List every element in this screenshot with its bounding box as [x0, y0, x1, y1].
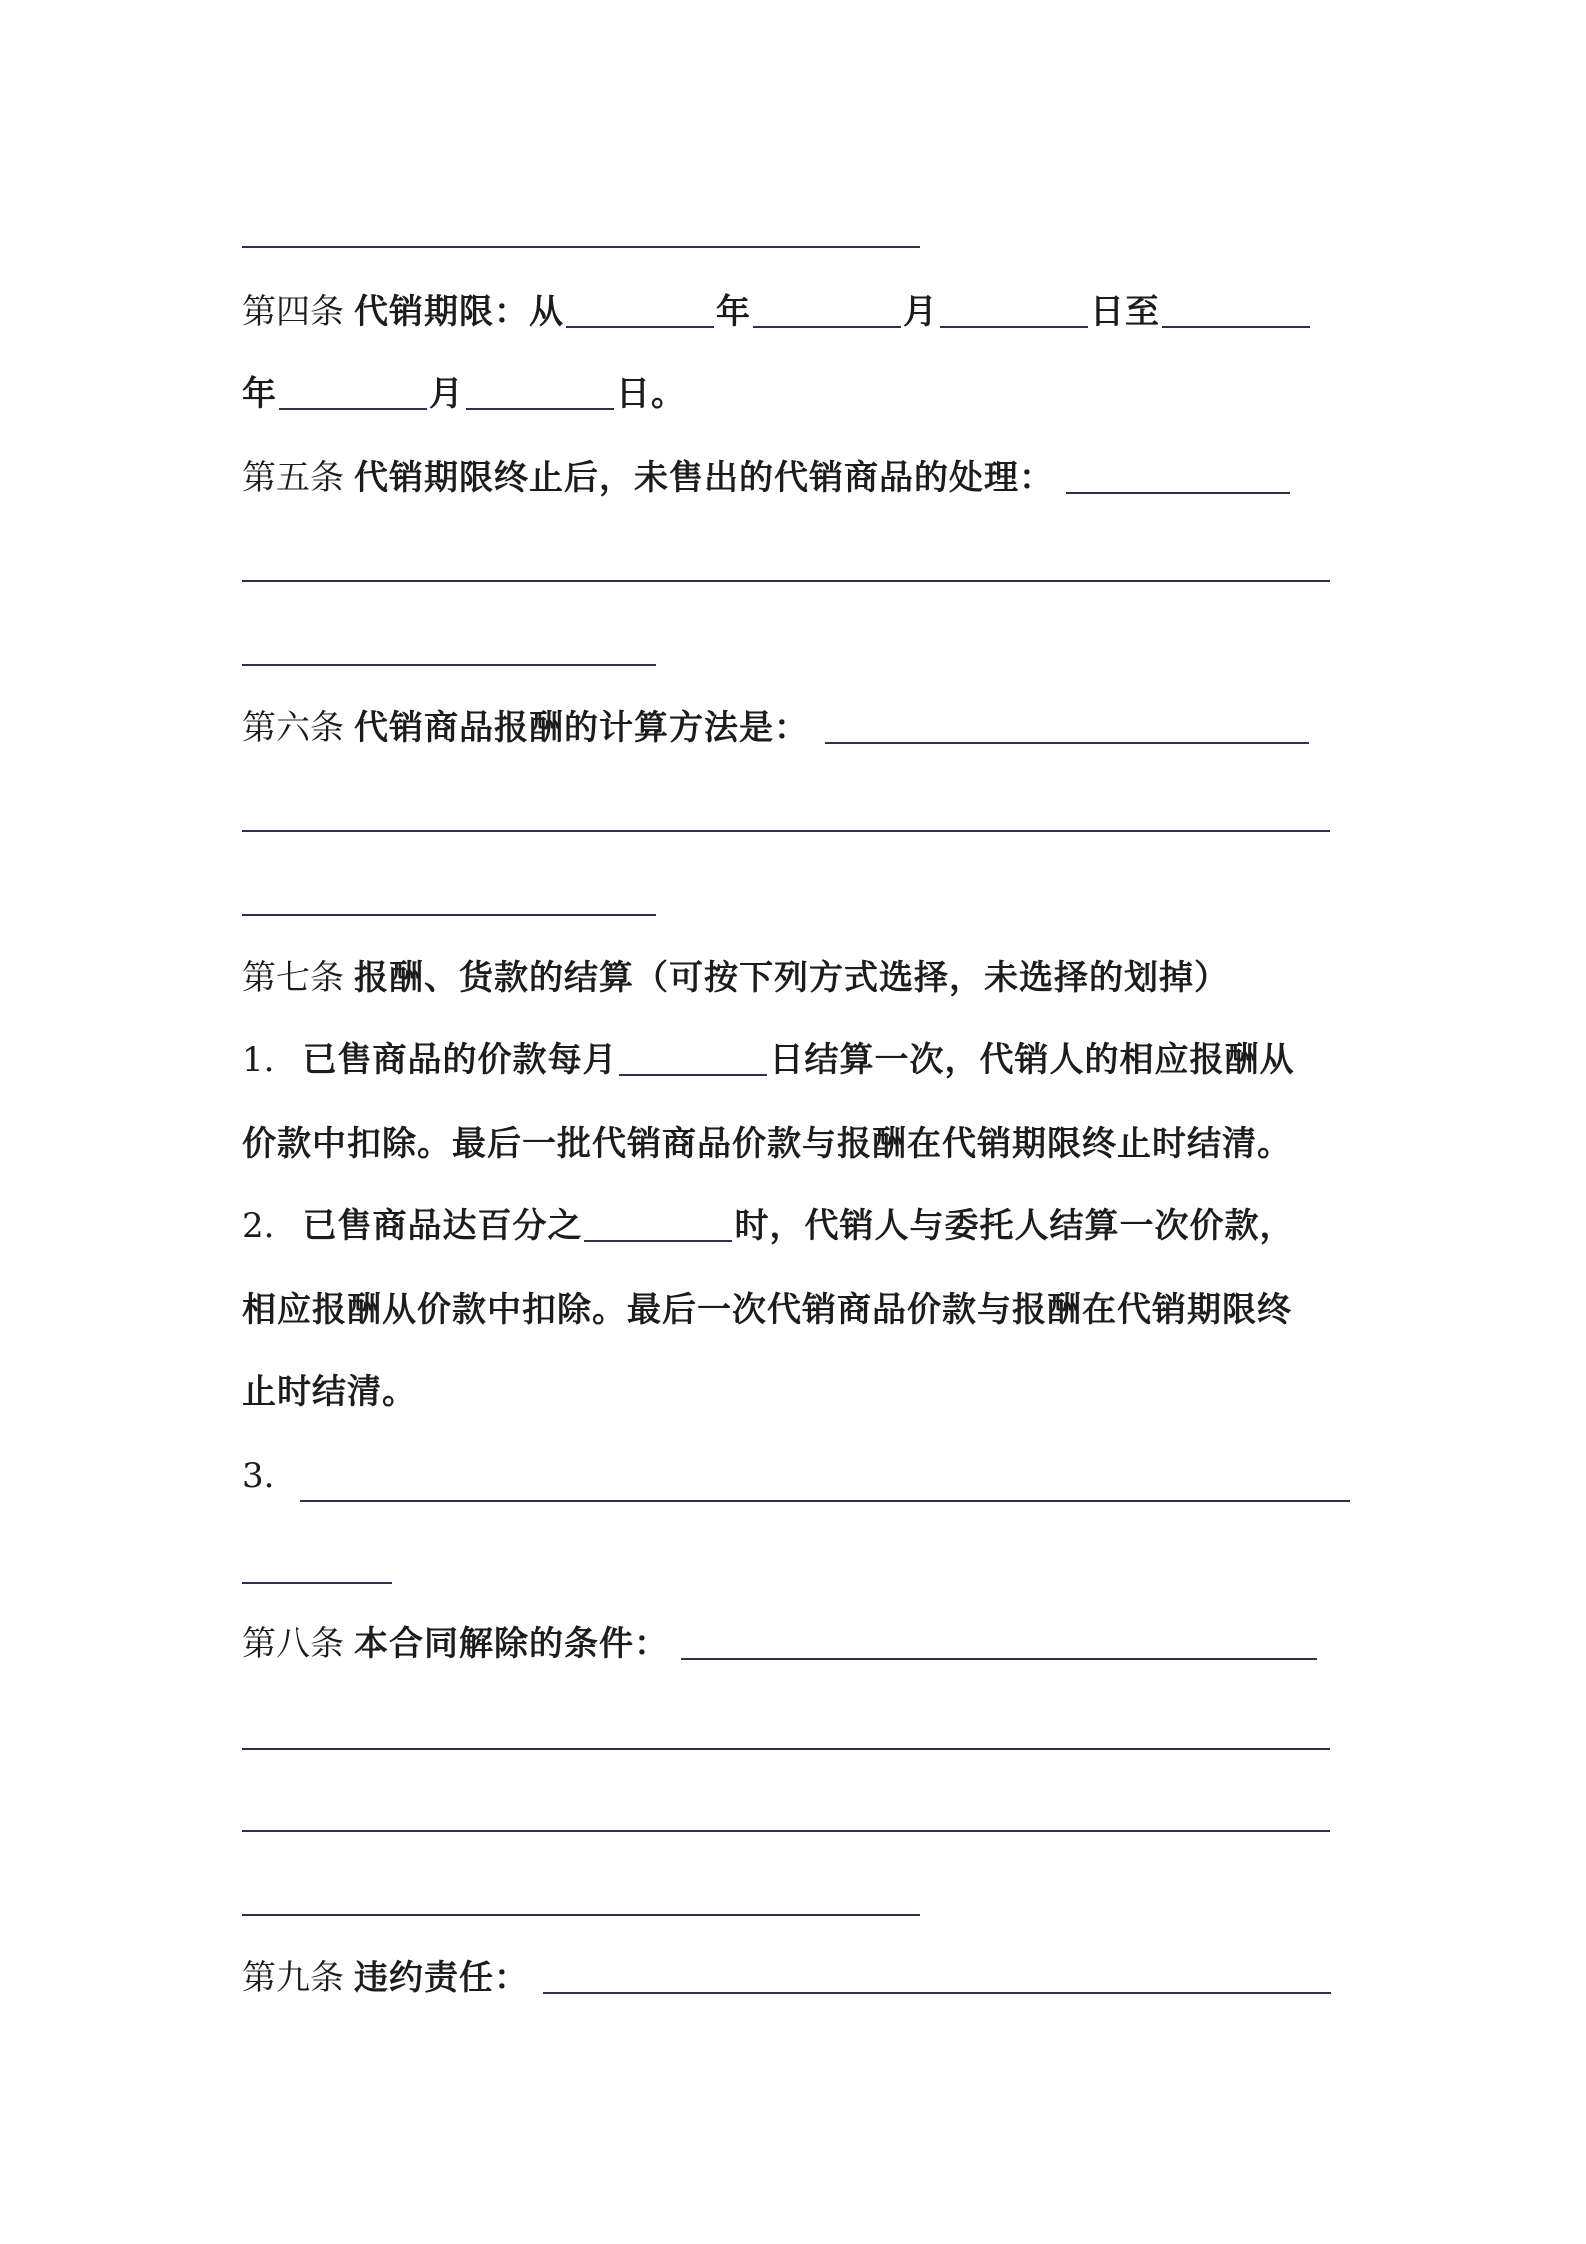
article4-end-month-blank[interactable] — [279, 408, 427, 410]
article8-label: 第八条 — [242, 1624, 344, 1664]
article7-item2-line1 — [242, 1206, 1294, 1246]
continuation-blank-line — [242, 246, 920, 248]
article6-text: 代销商品报酬的计算方法是： — [354, 708, 809, 748]
article4-day-to: 日至 — [1090, 292, 1160, 332]
article4-line2 — [242, 374, 686, 414]
article7-item2-text-c: 相应报酬从价款中扣除。最后一次代销商品价款与报酬在代销期限终 — [242, 1290, 1292, 1330]
article5-line1 — [242, 458, 1292, 498]
article4-label: 第四条 — [242, 292, 344, 332]
article7-item2-text-d: 止时结清。 — [242, 1372, 417, 1412]
article7-item1-line2 — [242, 1124, 1292, 1164]
article5-blank-1[interactable] — [1066, 492, 1290, 494]
article7-item1-line1 — [242, 1040, 1294, 1080]
article7-item3-blank-1[interactable] — [300, 1500, 1350, 1502]
article9-blank-1[interactable] — [543, 1992, 1331, 1994]
article5-label: 第五条 — [242, 458, 344, 498]
article4-end-day-blank[interactable] — [466, 408, 614, 410]
article7-item3-line1 — [242, 1456, 302, 1496]
article4-end-year-blank[interactable] — [1162, 326, 1310, 328]
article4-year1: 年 — [716, 292, 751, 332]
article7-item2-number: 2. — [242, 1206, 275, 1246]
article6-blank-1[interactable] — [825, 742, 1309, 744]
article7-item1-number: 1. — [242, 1040, 275, 1080]
article7-item1-day-blank[interactable] — [619, 1074, 767, 1076]
article4-day-end: 日。 — [616, 374, 686, 414]
article7-item2-text-b: 时，代销人与委托人结算一次价款， — [734, 1206, 1295, 1246]
article6-line1 — [242, 708, 1311, 748]
article6-blank-3[interactable] — [242, 914, 656, 916]
article4-start-year-blank[interactable] — [566, 326, 714, 328]
article6-blank-2[interactable] — [242, 830, 1330, 832]
article8-line1 — [242, 1624, 1319, 1664]
article7-item3-number: 3. — [242, 1456, 275, 1496]
article7-item2-line2 — [242, 1290, 1292, 1330]
article8-blank-3[interactable] — [242, 1830, 1330, 1832]
article9-label: 第九条 — [242, 1958, 344, 1998]
article4-start-day-blank[interactable] — [940, 326, 1088, 328]
article4-month2: 月 — [429, 374, 464, 414]
article4-text: 代销期限：从 — [354, 292, 564, 332]
article7-item1-text-a: 已售商品的价款每月 — [302, 1040, 618, 1080]
article8-text: 本合同解除的条件： — [354, 1624, 669, 1664]
article8-blank-1[interactable] — [681, 1658, 1317, 1660]
article8-blank-4[interactable] — [242, 1914, 920, 1916]
article7-text: 报酬、货款的结算（可按下列方式选择，未选择的划掉） — [354, 958, 1229, 998]
article4-month1: 月 — [903, 292, 938, 332]
article7-label: 第七条 — [242, 958, 344, 998]
article7-item3-blank-2[interactable] — [242, 1582, 392, 1584]
article7-heading — [242, 958, 1229, 998]
article4-year2: 年 — [242, 374, 277, 414]
article5-blank-2[interactable] — [242, 580, 1330, 582]
article4-start-month-blank[interactable] — [753, 326, 901, 328]
article9-line1 — [242, 1958, 1333, 1998]
article7-item1-text-b: 日结算一次，代销人的相应报酬从 — [769, 1040, 1295, 1080]
article7-item2-percent-blank[interactable] — [584, 1240, 732, 1242]
article9-text: 违约责任： — [354, 1958, 529, 1998]
article7-item1-text-c: 价款中扣除。最后一批代销商品价款与报酬在代销期限终止时结清。 — [242, 1124, 1292, 1164]
article7-item2-text-a: 已售商品达百分之 — [302, 1206, 583, 1246]
article4-line1 — [242, 292, 1312, 332]
article8-blank-2[interactable] — [242, 1748, 1330, 1750]
article5-text: 代销期限终止后，未售出的代销商品的处理： — [354, 458, 1054, 498]
article7-item2-line3 — [242, 1372, 417, 1412]
article5-blank-3[interactable] — [242, 664, 656, 666]
article6-label: 第六条 — [242, 708, 344, 748]
